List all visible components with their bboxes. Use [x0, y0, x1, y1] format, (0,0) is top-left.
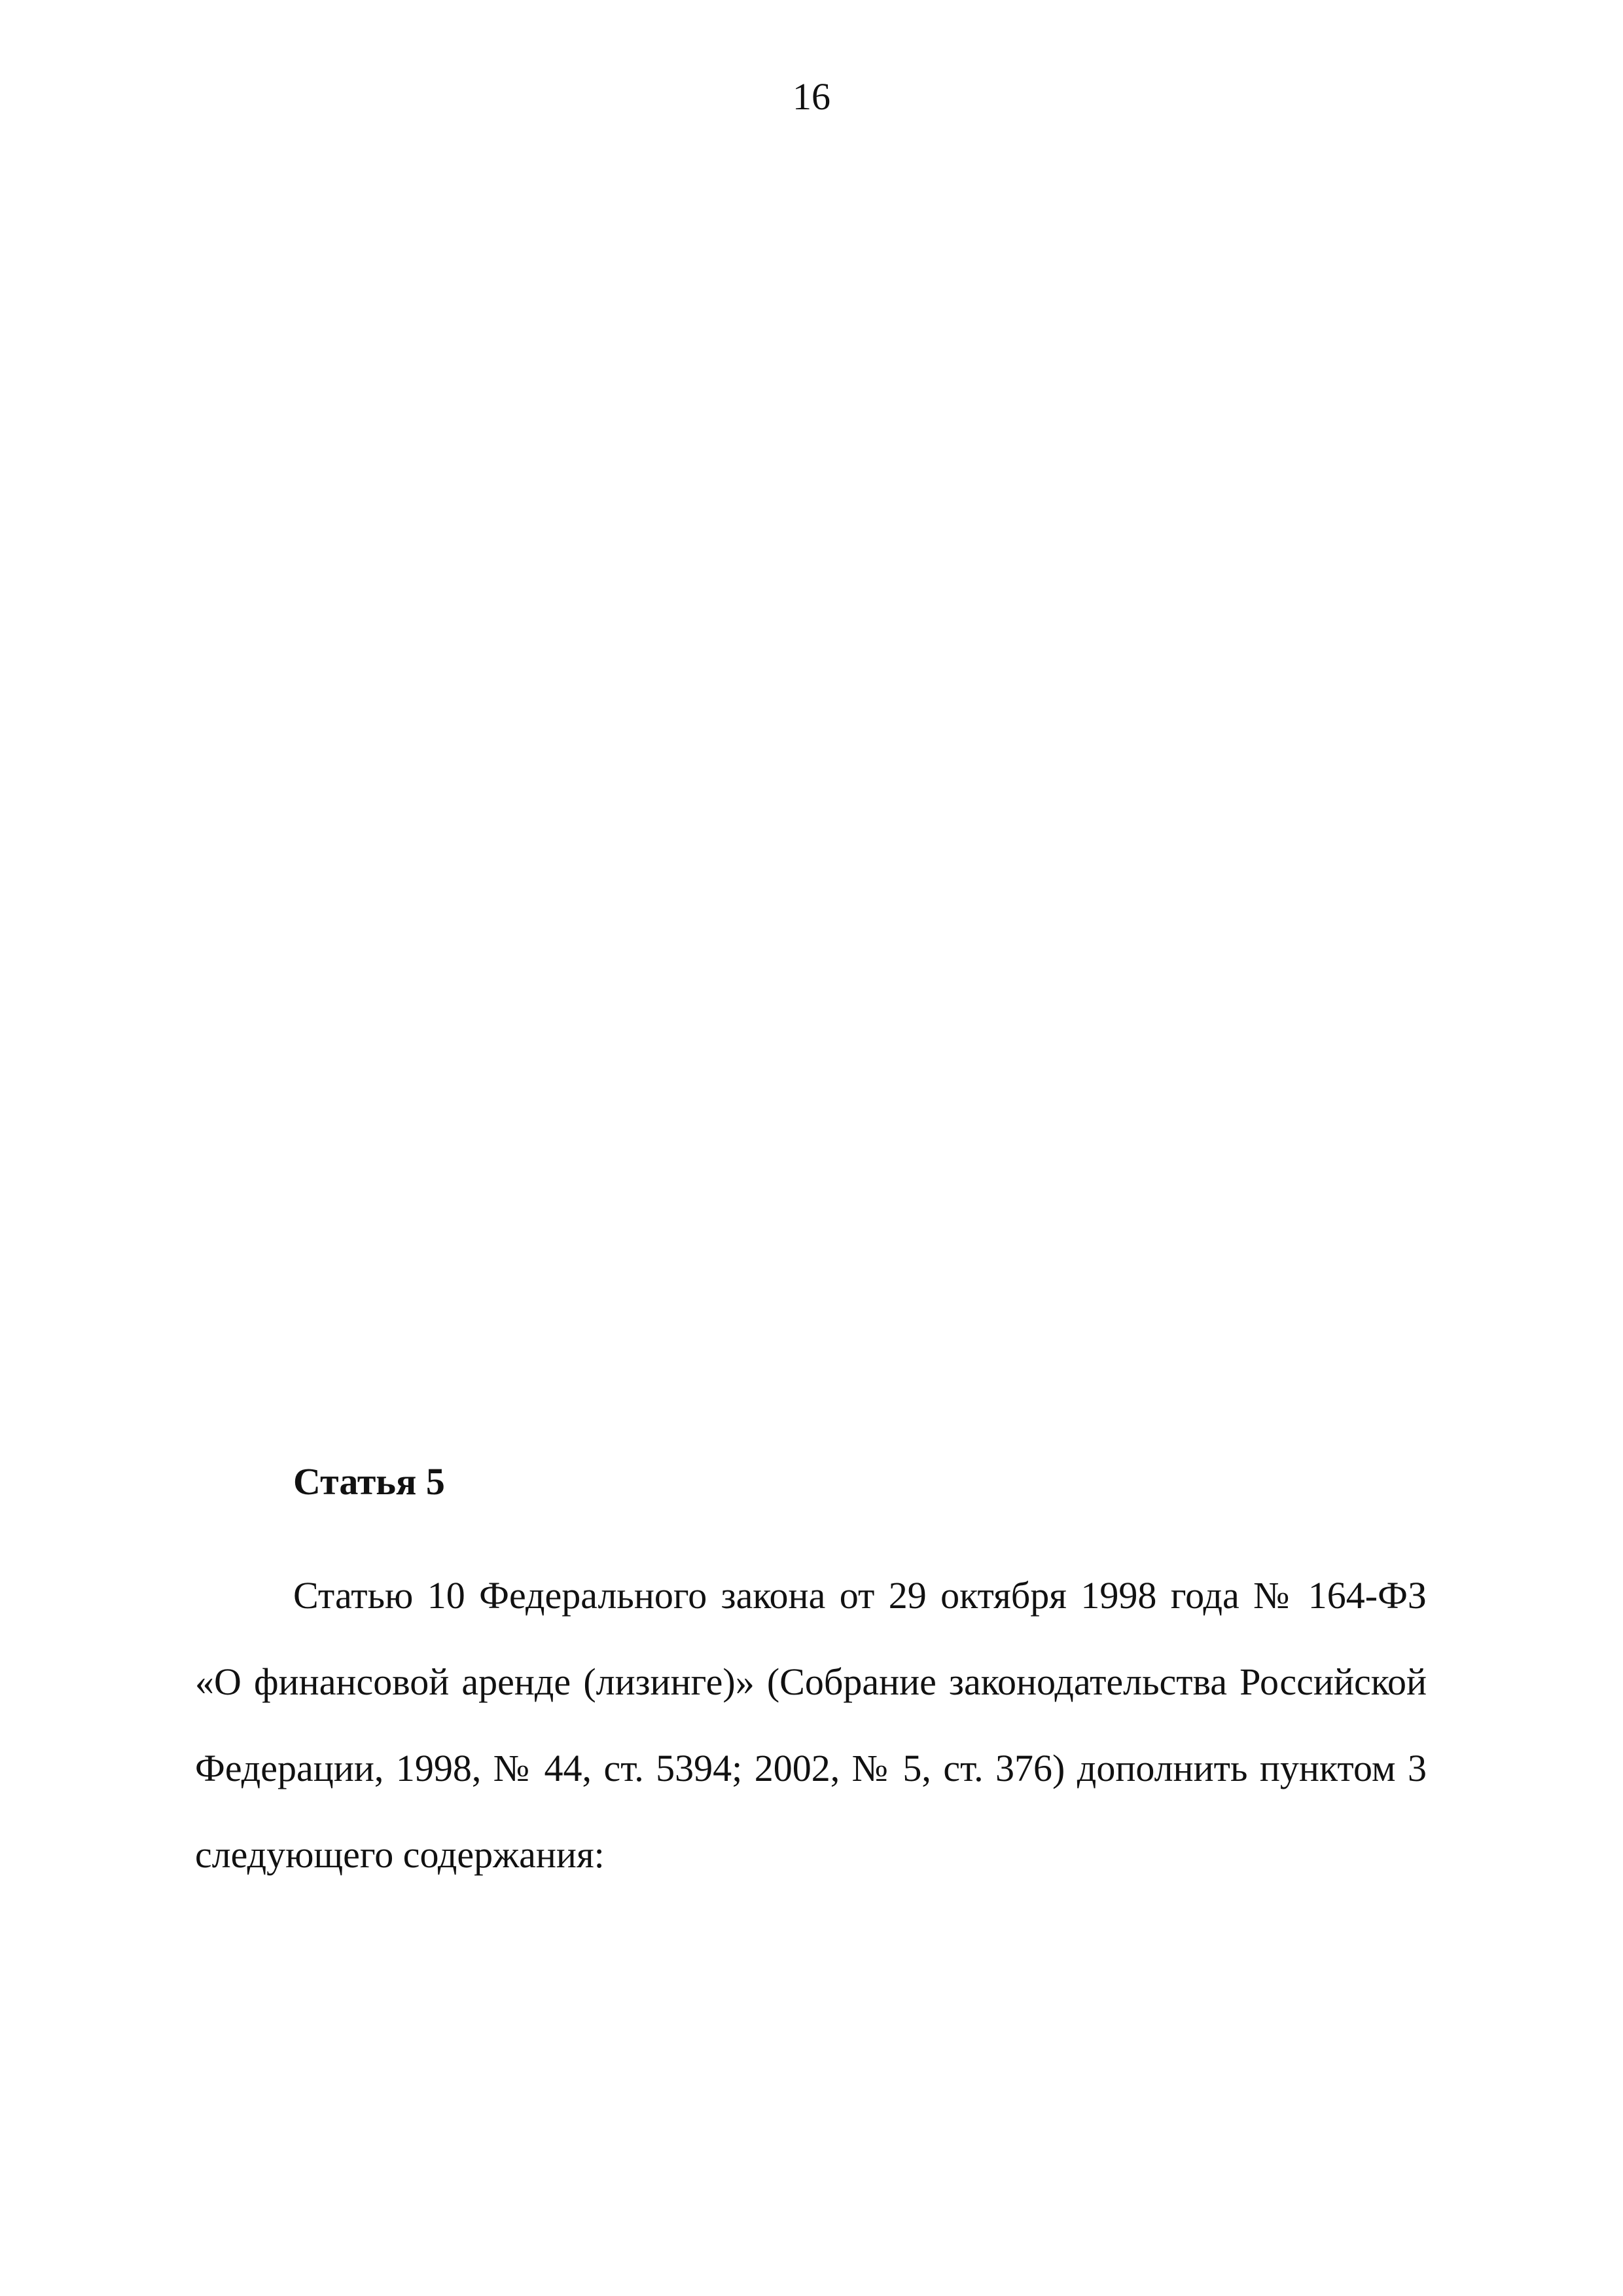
paragraph-line: Статью 10 Федерального закона от 29 октября 1998 года № 164-ФЗ [293, 1574, 1427, 1617]
page-number: 16 [793, 75, 830, 118]
article-heading: Статья 5 [293, 1460, 445, 1503]
paragraph-line: Федерации, 1998, № 44, ст. 5394; 2002, № 5, ст. 376) дополнить пунктом 3 [195, 1747, 1427, 1789]
article-paragraph [195, 1552, 1427, 1898]
paragraph-line: «О финансовой аренде (лизинге)» (Собрание законодательства Российской [195, 1660, 1427, 1703]
paragraph-line: следующего содержания: [195, 1833, 605, 1876]
